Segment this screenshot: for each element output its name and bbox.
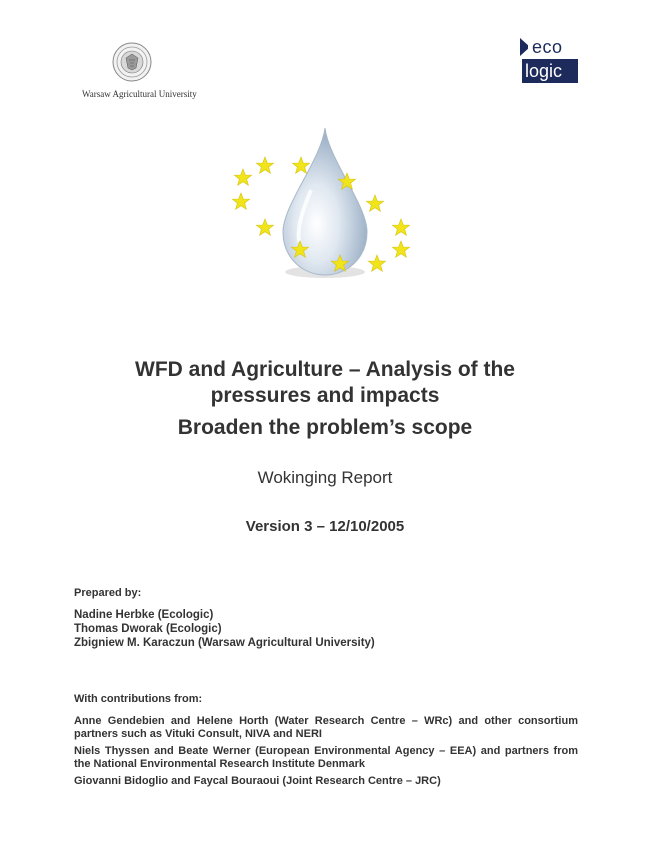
eu-star-icon xyxy=(234,169,251,185)
water-drop-with-eu-stars-icon xyxy=(225,120,425,285)
title-line-1: WFD and Agriculture – Analysis of the xyxy=(135,358,515,381)
university-seal-icon xyxy=(112,42,152,82)
author-item: Nadine Herbke (Ecologic) xyxy=(74,609,214,621)
eu-star-icon xyxy=(392,219,409,235)
contributions-heading: With contributions from: xyxy=(74,693,203,705)
contribution-item: Anne Gendebien and Helene Horth (Water Research Centre – WRc) and other consortium partners such as Vituki Consult, NIVA and NERI xyxy=(74,715,578,740)
author-item: Thomas Dworak (Ecologic) xyxy=(74,623,222,635)
author-item: Zbigniew M. Karaczun (Warsaw Agricultural University) xyxy=(74,637,375,649)
logo-text-logic: logic xyxy=(522,59,578,83)
author-list xyxy=(74,608,578,650)
contribution-item: Giovanni Bidoglio and Faycal Bouraoui (Joint Research Centre – JRC) xyxy=(74,775,441,787)
eu-star-icon xyxy=(256,219,273,235)
logo-text-eco: eco xyxy=(528,37,578,57)
eu-star-icon xyxy=(368,255,385,271)
version-line: Version 3 – 12/10/2005 xyxy=(245,518,405,535)
contribution-item: Niels Thyssen and Beate Werner (European Environmental Agency – EEA) and partners from the National Environmental Research Institute Denmark xyxy=(74,745,578,770)
contribution-list xyxy=(74,715,578,792)
eu-star-icon xyxy=(256,157,273,173)
report-subtitle: Wokinging Report xyxy=(257,468,393,487)
title-line-2: pressures and impacts xyxy=(210,384,440,407)
ecologic-logo xyxy=(518,37,578,85)
eu-star-icon xyxy=(292,157,309,173)
prepared-by-heading: Prepared by: xyxy=(74,587,142,599)
university-name: Warsaw Agricultural University xyxy=(82,89,197,99)
title-line-3: Broaden the problem’s scope xyxy=(177,416,473,439)
eu-star-icon xyxy=(232,193,249,209)
eu-star-icon xyxy=(366,195,383,211)
eu-star-icon xyxy=(392,241,409,257)
